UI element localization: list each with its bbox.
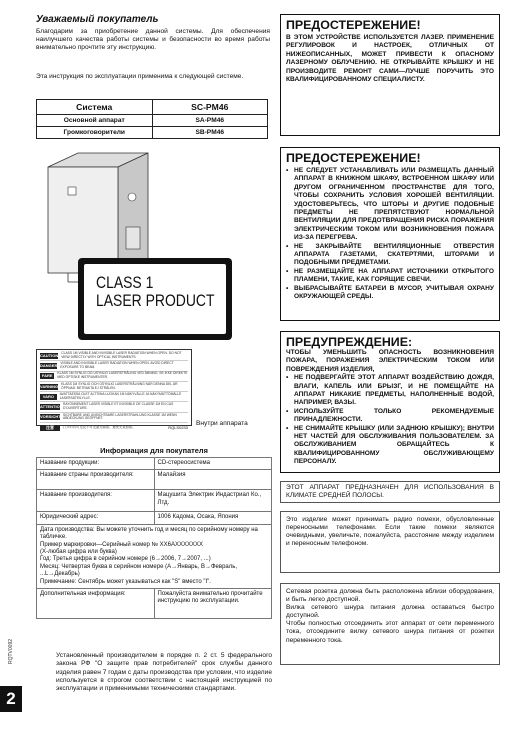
caution-laser-body: В ЭТОМ УСТРОЙСТВЕ ИСПОЛЬЗУЕТСЯ ЛАЗЕР. ПРИМЕНЕНИЕ РЕГУЛИРОВОК И НАСТРОЕК, ОТЛИЧНЫХ ОТ НИЖЕОПИСАННЫХ, МОЖЕТ ПРИВЕСТИ К ОПАСНОМУ ЛАЗЕРНОМУ ОБЛУЧЕНИЮ. НЕ ОТКРЫВАЙТЕ КРЫШКУ И НЕ ПРОИЗВОДИТЕ РЕМОНТ САМИ—ЛУЧШЕ ПОРУЧИТЬ ЭТО КВАЛИФИЦИРОВАННОМУ СПЕЦИАЛИСТУ. bbox=[286, 34, 494, 84]
caution-ventilation-title: ПРЕДОСТЕРЕЖЕНИЕ! bbox=[286, 151, 421, 165]
list-item: • НЕ ЗАКРЫВАЙТЕ ВЕНТИЛЯЦИОННЫЕ ОТВЕРСТИЯ АППАРАТА ГАЗЕТАМИ, СКАТЕРТЯМИ, ШТОРАМИ И ПОДОБНЫМИ ПРЕДМЕТАМИ. bbox=[286, 243, 494, 268]
list-item: • ВЫБРАСЫВАЙТЕ БАТАРЕИ В МУСОР, УЧИТЫВАЯ ОХРАНУ ОКРУЖАЮЩЕЙ СРЕДЫ. bbox=[286, 285, 494, 302]
info-label: Дополнительная информация: bbox=[37, 589, 155, 619]
service-life-paragraph: Установленный производителем в порядке п. 2 ст. 5 федерального закона РФ "О защите прав потребителей" срок службы данного изделия равен 7 годам с даты производства при условии, что изделие используется в строгом соответствии с настоящей инструкцией по эксплуатации и применимыми техническими стандартами. bbox=[56, 652, 272, 693]
list-item: • ИСПОЛЬЗУЙТЕ ТОЛЬКО РЕКОМЕНДУЕМЫЕ ПРИНАДЛЕЖНОСТИ. bbox=[286, 408, 494, 425]
system-table bbox=[36, 99, 268, 139]
list-item: • НЕ РАЗМЕЩАЙТЕ НА АППАРАТ ИСТОЧНИКИ ОТКРЫТОГО ПЛАМЕНИ, ТАКИЕ, КАК ГОРЯЩИЕ СВЕЧИ. bbox=[286, 268, 494, 285]
main-unit-model: SA-PM46 bbox=[152, 115, 268, 127]
info-value: Пожалуйста внимательно прочитайте инструкцию по эксплуатации. bbox=[154, 589, 272, 619]
list-item: • НЕ СЛЕДУЕТ УСТАНАВЛИВАТЬ ИЛИ РАЗМЕЩАТЬ ДАННЫЙ АППАРАТ В КНИЖНОМ ШКАФУ, ВСТРОЕННОМ ШКАФУ ИЛИ ДРУГОМ ОГРАНИЧЕННОМ ПРОСТРАНСТВЕ ДЛЯ ТОГО, ЧТОБЫ СОХРАНИТЬ УСЛОВИЯ ХОРОШЕЙ ВЕНТИЛЯЦИИ. УДОСТОВЕРЬТЕСЬ, ЧТО ШТОРЫ И ДРУГИЕ ПОДОБНЫЕ ПРЕДМЕТЫ НЕ ПРЕПЯТСТВУЮТ НОРМАЛЬНОЙ ВЕНТИЛЯЦИИ ДЛЯ ПРЕДОТВРАЩЕНИЯ РИСКА ПОРАЖЕНИЯ ЭЛЕКТРИЧЕСКИМ ТОКОМ ИЛИ ВОЗНИКНОВЕНИЯ ПОЖАРА ИЗ-ЗА ПЕРЕГРЕВА. bbox=[286, 167, 494, 243]
label-row: VARNING KLASS 1M SYNLIG OCH OSYNLIG LASERSTRÅLNING NÄR DENNA DEL ÄR ÖPPNAD. BETRAKTA EJ STRÅLEN. bbox=[40, 381, 188, 391]
label-row: CAUTION CLASS 1M VISIBLE AND INVISIBLE LASER RADIATION WHEN OPEN. DO NOT VIEW DIRECTLY WITH OPTICAL INSTRUMENTS. bbox=[40, 350, 182, 359]
label-row: ATTENTION RAYONNEMENT LASER VISIBLE ET INVISIBLE DE CLASSE 1M EN CAS D'OUVERTURE. bbox=[40, 401, 188, 411]
applicable-paragraph: Эта инструкция по эксплуатации применима к следующей системе. bbox=[36, 73, 244, 80]
list-item: • НЕ ПОДВЕРГАЙТЕ ЭТОТ АППАРАТ ВОЗДЕЙСТВИЮ ДОЖДЯ, ВЛАГИ, КАПЕЛЬ ИЛИ БРЫЗГ, И НЕ ПОМЕЩАЙТЕ НА АППАРАТ НИКАКИЕ ПРЕДМЕТЫ, НАПОЛНЕННЫЕ ВОДОЙ, НАПРИМЕР, ВАЗЫ. bbox=[286, 374, 494, 408]
customer-info-table bbox=[36, 457, 272, 619]
label-row: DANGER VISIBLE AND INVISIBLE LASER RADIATION WHEN OPEN. AVOID DIRECT EXPOSURE TO BEAM. bbox=[40, 360, 188, 370]
caution-laser-title: ПРЕДОСТЕРЕЖЕНИЕ! bbox=[286, 18, 421, 32]
info-label: Юридический адрес: bbox=[37, 512, 155, 524]
caution-ventilation-list bbox=[286, 167, 494, 302]
list-item: • НЕ СНИМАЙТЕ КРЫШКУ (ИЛИ ЗАДНЮЮ КРЫШКУ); ВНУТРИ НЕТ ЧАСТЕЙ ДЛЯ ОБСЛУЖИВАНИЯ ПОЛЬЗОВАТЕЛЕМ. ЗА ОБСЛУЖИВАНИЕМ ОБРАЩАЙТЕСЬ К КВАЛИФИЦИРОВАННОМУ ОБСЛУЖИВАЮЩЕМУ ПЕРСОНАЛУ. bbox=[286, 425, 494, 467]
speakers-label: Громкоговорители bbox=[37, 127, 153, 139]
caution-ventilation-box bbox=[280, 147, 500, 321]
info-label: Название производителя: bbox=[37, 490, 155, 512]
radio-interference-note: Это изделие может принимать радио помехи, обусловленные переносными телефонами. Если такие помехи являются очевидными, увеличьте, пожалуйста, расстояние между изделием и переносным телефоном. bbox=[280, 511, 500, 573]
mains-socket-note: Сетевая розетка должна быть расположена вблизи оборудования, и быть легко доступной. Вилка сетевого шнура питания должна оставаться быстро доступной. Чтобы полностью отсоединить этот аппарат от сети переменного тока, отсоедините вилку сетевого шнура питания от розетки переменного тока. bbox=[280, 583, 500, 665]
info-value: Мацушита Электрик Индастриал Ко., Лтд. bbox=[154, 490, 272, 512]
info-value: 1006 Кадома, Осака, Япония bbox=[154, 512, 272, 524]
class1-label bbox=[78, 258, 232, 340]
greeting-heading: Уважаемый покупатель bbox=[36, 14, 159, 25]
label-row: VORSICHT SICHTBARE UND UNSICHTBARE LASERSTRAHLUNG KLASSE 1M WENN ABDECKUNG GEÖFFNET. bbox=[40, 412, 188, 422]
system-header: Система bbox=[37, 100, 153, 115]
warning-lead: ЧТОБЫ УМЕНЬШИТЬ ОПАСНОСТЬ ВОЗНИКНОВЕНИЯ ПОЖАРА, ПОРАЖЕНИЯ ЭЛЕКТРИЧЕСКИМ ТОКОМ ИЛИ ПОВРЕЖДЕНИЯ ИЗДЕЛИЯ, bbox=[286, 349, 494, 373]
label-row: VARO AVATTAESSA OLET ALTTIINA LUOKAN 1M NÄKYVÄLLE JA NÄKYMÄTTÖMÄLLE LASERSÄTEILYLLE. bbox=[40, 391, 188, 401]
page-code: RQTV0092 bbox=[8, 638, 14, 664]
inside-caption: Внутри аппарата bbox=[196, 420, 248, 427]
label-part-code: RQLS0233 bbox=[168, 425, 188, 431]
label-row: 注意 打开时有可见及不可见激光辐射。避免光束照射。 RQLS0233 bbox=[40, 422, 188, 432]
caution-laser-box bbox=[280, 14, 500, 136]
warning-title: ПРЕДУПРЕЖДЕНИЕ: bbox=[286, 335, 413, 349]
intro-paragraph: Благодарим за приобретение данной системы. Для обеспечения наилучшего качества работы системы и безопасности во время работы внимательно прочтите эту инструкцию. bbox=[36, 28, 270, 52]
info-value: CD-стереосистема bbox=[154, 458, 272, 470]
system-model-header: SC-PM46 bbox=[152, 100, 268, 115]
main-unit-label: Основной аппарат bbox=[37, 115, 153, 127]
info-title: Информация для покупателя bbox=[100, 446, 208, 455]
warning-list bbox=[286, 374, 494, 466]
warning-box bbox=[280, 331, 500, 473]
class1-line1: CLASS 1 bbox=[96, 273, 154, 292]
page-number: 2 bbox=[0, 686, 22, 712]
class1-line2: LASER PRODUCT bbox=[96, 291, 215, 310]
production-date-info: Дата производства: Вы можете уточнить год и месяц по серийному номеру на табличке. Пример маркировки—Серийный номер № XX6AXXXXXXX (Х-любая цифра или буква) Год: Третья цифра в серийном номере (6→2006, 7→2007, ...) Месяц: Четвертая буква в серийном номере (A→Январь, B→Февраль, ...L→Декабрь) Примечание: Сентябрь может указываться как "S" вместо "I". bbox=[37, 524, 272, 588]
info-label: Название продукции: bbox=[37, 458, 155, 470]
info-value: Малайзия bbox=[154, 470, 272, 490]
info-label: Название страны производителя: bbox=[37, 470, 155, 490]
laser-warning-label bbox=[36, 349, 192, 431]
climate-note: ЭТОТ АППАРАТ ПРЕДНАЗНАЧЕН ДЛЯ ИСПОЛЬЗОВАНИЯ В КЛИМАТЕ СРЕДНЕЙ ПОЛОСЫ. bbox=[280, 481, 500, 503]
speakers-model: SB-PM46 bbox=[152, 127, 268, 139]
label-row: FARE KLASS 1M SYNLIG OG USYNLIG LASERSTRÅLING VED ÅBNING. SE IKKE DIREKTE MED OPTISKE INSTRUMENTER. bbox=[41, 371, 188, 380]
